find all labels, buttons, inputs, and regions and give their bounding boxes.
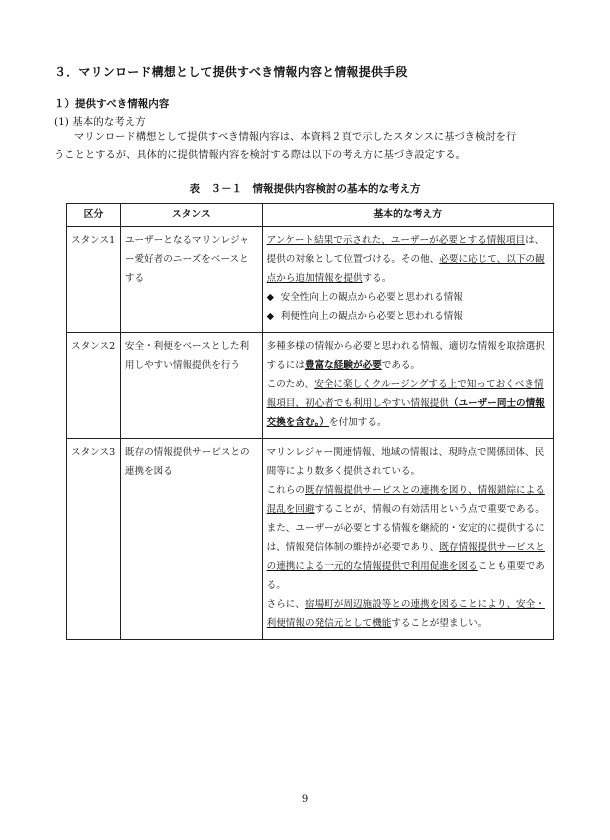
approach-text: は、提供の対象として位置づける。その他、	[266, 235, 545, 265]
approach-text: である。	[381, 360, 421, 371]
table-caption: 表 ３－１ 情報提供内容検討の基本的な考え方	[189, 183, 421, 195]
underlined-text: 安全に楽しくクルージングする上で知っておくべき情報項目、初心者でも利用しやすい情報提供	[266, 379, 544, 409]
underlined-text: 豊富な経験が必要	[305, 360, 382, 371]
intro-paragraph	[54, 128, 554, 164]
row-kubun: スタンス2	[67, 333, 121, 439]
approach-text: これらの	[266, 485, 305, 496]
underlined-text: 既存情報提供サービスとの連携による一元的な情報提供で利用促進を図る	[266, 542, 545, 572]
diamond-bullet-icon: ◆	[266, 311, 275, 322]
row-stance: 安全・利便をベースとした利用しやすい情報提供を行う	[120, 333, 262, 439]
approach-text: を付加する。	[328, 417, 387, 428]
approach-text: マリンレジャー関連情報、地域の情報は、現時点で関係団体、民間等により数多く提供されている。	[266, 447, 545, 477]
approach-text: 多種多様の情報から必要と思われる情報、適切な情報を取捨選択するには	[266, 341, 545, 371]
row-stance: ユーザーとなるマリンレジャー愛好者のニーズをベースとする	[120, 227, 262, 333]
row-approach	[262, 333, 553, 439]
subsection-heading: １）提供すべき情報内容	[54, 98, 170, 110]
table-row	[67, 333, 554, 439]
bullet-item	[267, 288, 549, 307]
underlined-text: 必要に応じて、以下の観点から追加情報を提供	[266, 254, 545, 284]
row-kubun: スタンス1	[67, 227, 121, 333]
row-approach	[262, 439, 553, 640]
approach-text: さらに、	[266, 599, 305, 610]
intro-line-2: うこととするが、具体的に提供情報内容を検討する際は以下の考え方に基づき設定する。	[54, 149, 466, 161]
approach-text: このため、	[266, 379, 315, 390]
bullet-item	[267, 307, 549, 326]
diamond-bullet-icon: ◆	[266, 292, 275, 303]
underlined-text: （ユーザー同士の情報交換を含む。）	[266, 398, 545, 428]
underlined-text: 既存情報提供サービスとの連携を図り、情報錯綜による混乱を回避	[266, 485, 545, 515]
section-title: ３．マリンロード構想として提供すべき情報内容と情報提供手段	[54, 65, 408, 79]
approach-text: することが望ましい。	[391, 618, 488, 629]
stance-table	[66, 203, 554, 640]
table-row	[67, 227, 554, 333]
bullet-text: 利便性向上の観点から必要と思われる情報	[280, 311, 463, 322]
underlined-text: 宿場町が周辺施設等との連携を図ることにより、安全・利便情報の発信元として機能	[266, 599, 545, 629]
row-kubun: スタンス3	[67, 439, 121, 640]
intro-line-1: マリンロード構想として提供すべき情報内容は、本資料２頁で示したスタンスに基づき検討を行	[74, 131, 517, 143]
row-approach	[262, 227, 553, 333]
header-approach: 基本的な考え方	[262, 204, 553, 227]
header-kubun: 区分	[67, 204, 121, 227]
approach-text: また、ユーザーが必要とする情報を継続的・安定的に提供するには、情報発信体制の維持が必要であり、	[266, 523, 545, 553]
header-stance: スタンス	[120, 204, 262, 227]
row-stance: 既存の情報提供サービスとの連携を図る	[120, 439, 262, 640]
approach-text: することが、情報の有効活用という点で重要である。	[314, 504, 545, 515]
subsubsection-heading: (1) 基本的な考え方	[54, 116, 146, 128]
underlined-text: アンケート結果で示された、ユーザーが必要とする情報項目	[266, 235, 526, 246]
page-number: 9	[301, 794, 309, 805]
table-row	[67, 439, 554, 640]
bullet-text: 安全性向上の観点から必要と思われる情報	[280, 292, 463, 303]
approach-text: する。	[362, 273, 392, 284]
table-header-row	[67, 204, 554, 227]
approach-text: ことも重要である。	[266, 561, 545, 591]
